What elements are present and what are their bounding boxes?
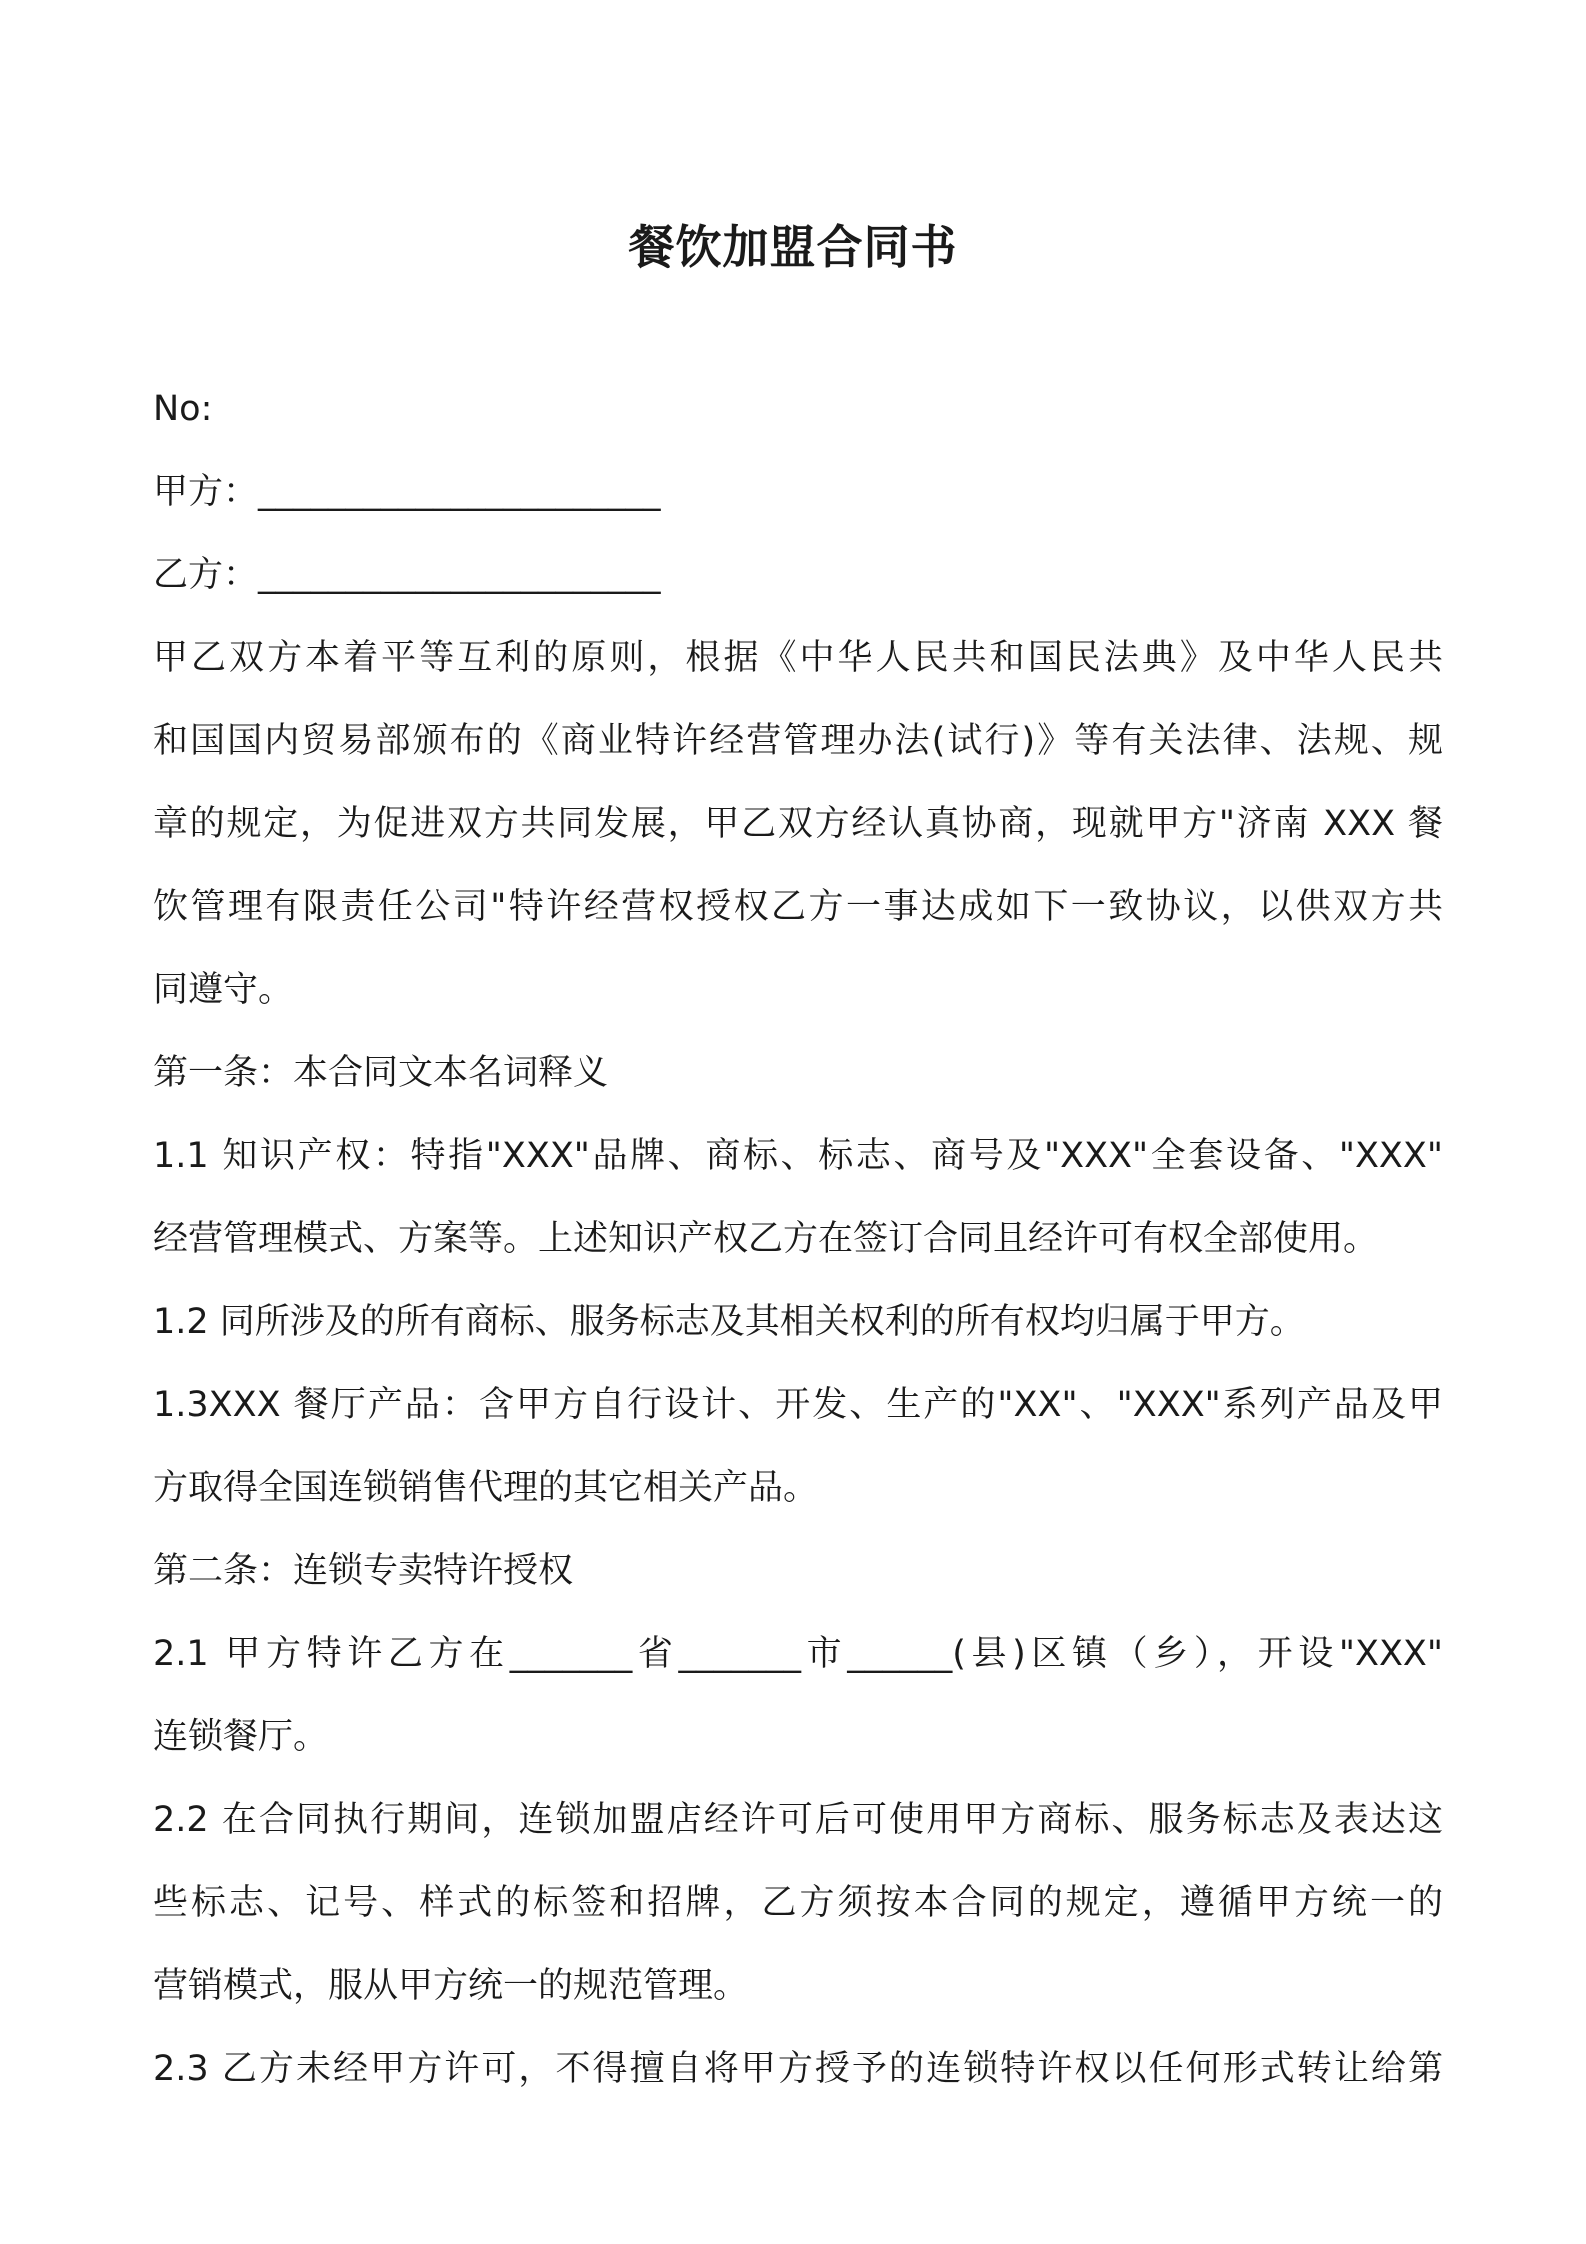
clause-line: 经营管理模式、方案等。上述知识产权乙方在签订合同且经许可有权全部使用。 — [153, 1219, 1379, 1259]
preamble-line: 甲乙双方本着平等互利的原则，根据《中华人民共和国民法典》及中华人民共 — [153, 638, 1443, 678]
clause-line: 些标志、记号、样式的标签和招牌，乙方须按本合同的规定，遵循甲方统一的 — [153, 1883, 1443, 1923]
clause-line: 1.2 同所涉及的所有商标、服务标志及其相关权利的所有权均归属于甲方。 — [153, 1302, 1305, 1342]
document-title: 餐饮加盟合同书 — [628, 220, 958, 274]
party-a-line: 甲方：_______________________ — [153, 472, 661, 512]
clause-line: 2.3 乙方未经甲方许可，不得擅自将甲方授予的连锁特许权以任何形式转让给第 — [153, 2049, 1443, 2089]
clause-line: 2.2 在合同执行期间，连锁加盟店经许可后可使用甲方商标、服务标志及表达这 — [153, 1800, 1443, 1840]
clause-line: 方取得全国连锁销售代理的其它相关产品。 — [153, 1468, 819, 1508]
preamble-line: 章的规定，为促进双方共同发展，甲乙双方经认真协商，现就甲方"济南 XXX 餐 — [153, 804, 1443, 844]
preamble-line: 和国国内贸易部颁布的《商业特许经营管理办法(试行)》等有关法律、法规、规 — [153, 721, 1443, 761]
clause-line: 连锁餐厅。 — [153, 1717, 329, 1757]
preamble-line: 饮管理有限责任公司"特许经营权授权乙方一事达成如下一致协议，以供双方共 — [153, 887, 1443, 927]
article-1-heading: 第一条：本合同文本名词释义 — [153, 1053, 609, 1093]
preamble-line: 同遵守。 — [153, 970, 294, 1010]
clause-line: 1.1 知识产权：特指"XXX"品牌、商标、标志、商号及"XXX"全套设备、"XXX" — [153, 1136, 1443, 1176]
article-2-heading: 第二条：连锁专卖特许授权 — [153, 1551, 574, 1591]
document-body — [153, 368, 1443, 2111]
clause-line: 营销模式，服从甲方统一的规范管理。 — [153, 1966, 749, 2006]
clause-line: 1.3XXX 餐厅产品：含甲方自行设计、开发、生产的"XX"、"XXX"系列产品及甲 — [153, 1385, 1443, 1425]
party-b-line: 乙方：_______________________ — [153, 555, 661, 595]
clause-line: 2.1 甲方特许乙方在_______省_______市______(县)区镇（乡），开设"XXX" — [153, 1634, 1443, 1674]
contract-number-line: No: — [153, 389, 213, 429]
